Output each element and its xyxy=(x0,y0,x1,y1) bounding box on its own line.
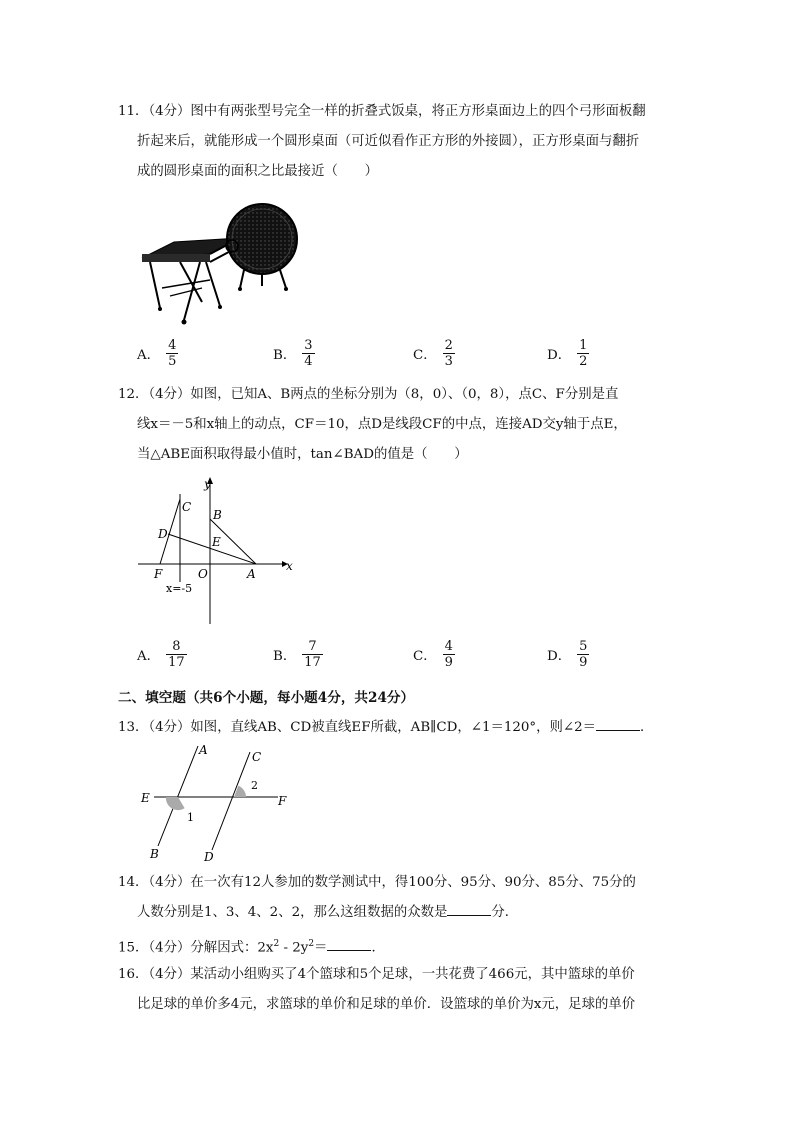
label-x: x xyxy=(286,559,293,573)
fraction: $\frac{5}{9}$ xyxy=(579,639,588,670)
question-14 xyxy=(118,868,688,928)
angle-1-label: 1 xyxy=(187,811,194,824)
q11-option-a[interactable]: A． $\frac{4}{5}$ xyxy=(137,338,177,369)
question-13 xyxy=(118,713,688,743)
label-c: C xyxy=(252,750,262,764)
label-b: B xyxy=(150,847,159,861)
q11-line-1: 11．（4分）图中有两张型号完全一样的折叠式饭桌，将正方形桌面边上的四个弓形面板翻 xyxy=(118,104,646,119)
fraction: $\frac{8}{17}$ xyxy=(168,639,185,670)
label-e: E xyxy=(141,791,150,805)
question-11 xyxy=(118,97,678,187)
label-f: F xyxy=(278,794,287,808)
label-f: F xyxy=(154,567,163,581)
q12-option-b[interactable]: B． $\frac{7}{17}$ xyxy=(273,639,321,670)
label-a: A xyxy=(247,567,256,581)
q12-line-1: 12．（4分）如图，已知A、B两点的坐标分别为（8，0）、（0，8），点C、F分别是直 xyxy=(118,387,619,402)
label-line-x-minus-5: x=-5 xyxy=(166,582,193,595)
label-d: D xyxy=(204,850,214,864)
q13-answer-blank[interactable] xyxy=(596,716,640,731)
question-12 xyxy=(118,380,678,470)
q12-coordinate-figure xyxy=(130,474,300,630)
fraction: $\frac{4}{5}$ xyxy=(168,338,177,369)
q13-line-1: 13．（4分）如图，直线AB、CD被直线EF所截，AB∥CD，∠1＝120°，则∠2＝ ． xyxy=(118,713,688,743)
label-o: O xyxy=(198,567,208,581)
q11-line-2: 折起来后，就能形成一个圆形桌面（可近似看作正方形的外接圆），正方形桌面与翻折 xyxy=(137,134,640,149)
fraction: $\frac{1}{2}$ xyxy=(579,338,588,369)
question-16 xyxy=(118,960,688,1020)
q13-parallel-lines-figure xyxy=(136,740,296,866)
label-a: A xyxy=(199,743,208,757)
fraction: $\frac{7}{17}$ xyxy=(304,639,321,670)
q11-table-picture xyxy=(140,196,300,328)
q11-option-b[interactable]: B． $\frac{3}{4}$ xyxy=(273,338,313,369)
label-b: B xyxy=(213,508,222,522)
q16-line-2: 比足球的单价多4元，求篮球的单价和足球的单价．设篮球的单价为x元，足球的单价 xyxy=(137,997,636,1012)
fraction: $\frac{2}{3}$ xyxy=(444,338,453,369)
q11-option-d[interactable]: D． $\frac{1}{2}$ xyxy=(547,338,588,369)
label-d: D xyxy=(158,527,168,541)
q11-line-3: 成的圆形桌面的面积之比最接近（ ） xyxy=(137,164,379,179)
label-c: C xyxy=(182,500,192,514)
label-y: y xyxy=(204,477,211,491)
label-e: E xyxy=(212,535,221,549)
q16-line-1: 16．（4分）某活动小组购买了4个篮球和5个足球，一共花费了466元，其中篮球的单价 xyxy=(118,967,635,982)
q12-option-a[interactable]: A． $\frac{8}{17}$ xyxy=(137,639,185,670)
question-15 xyxy=(118,929,678,963)
q15-line-1: 15．（4分）分解因式：$2x^2 - 2y^2=$ ． xyxy=(118,929,678,963)
fraction: $\frac{4}{9}$ xyxy=(444,639,453,670)
q14-line-1: 14．（4分）在一次有12人参加的数学测试中，得100分、95分、90分、85分、75分的 xyxy=(118,875,636,890)
q12-option-c[interactable]: C． $\frac{4}{9}$ xyxy=(413,639,453,670)
q12-option-d[interactable]: D． $\frac{5}{9}$ xyxy=(547,639,588,670)
q12-line-3: 当△ABE面积取得最小值时，tan∠BAD的值是（ ） xyxy=(137,447,468,462)
q11-options xyxy=(137,338,697,378)
q12-line-2: 线x＝－5和x轴上的动点，CF＝10，点D是线段CF的中点，连接AD交y轴于点E， xyxy=(137,417,627,432)
q15-answer-blank[interactable] xyxy=(327,936,371,951)
q14-line-2: 人数分别是1、3、4、2、2，那么这组数据的众数是 分． xyxy=(118,898,688,928)
section-heading-fill-in: 二、填空题（共6个小题，每小题4分，共24分） xyxy=(118,690,415,706)
fraction: $\frac{3}{4}$ xyxy=(304,338,313,369)
q14-answer-blank[interactable] xyxy=(447,901,491,916)
angle-2-label: 2 xyxy=(251,779,258,792)
q11-option-c[interactable]: C． $\frac{2}{3}$ xyxy=(413,338,453,369)
q12-options xyxy=(137,639,697,679)
